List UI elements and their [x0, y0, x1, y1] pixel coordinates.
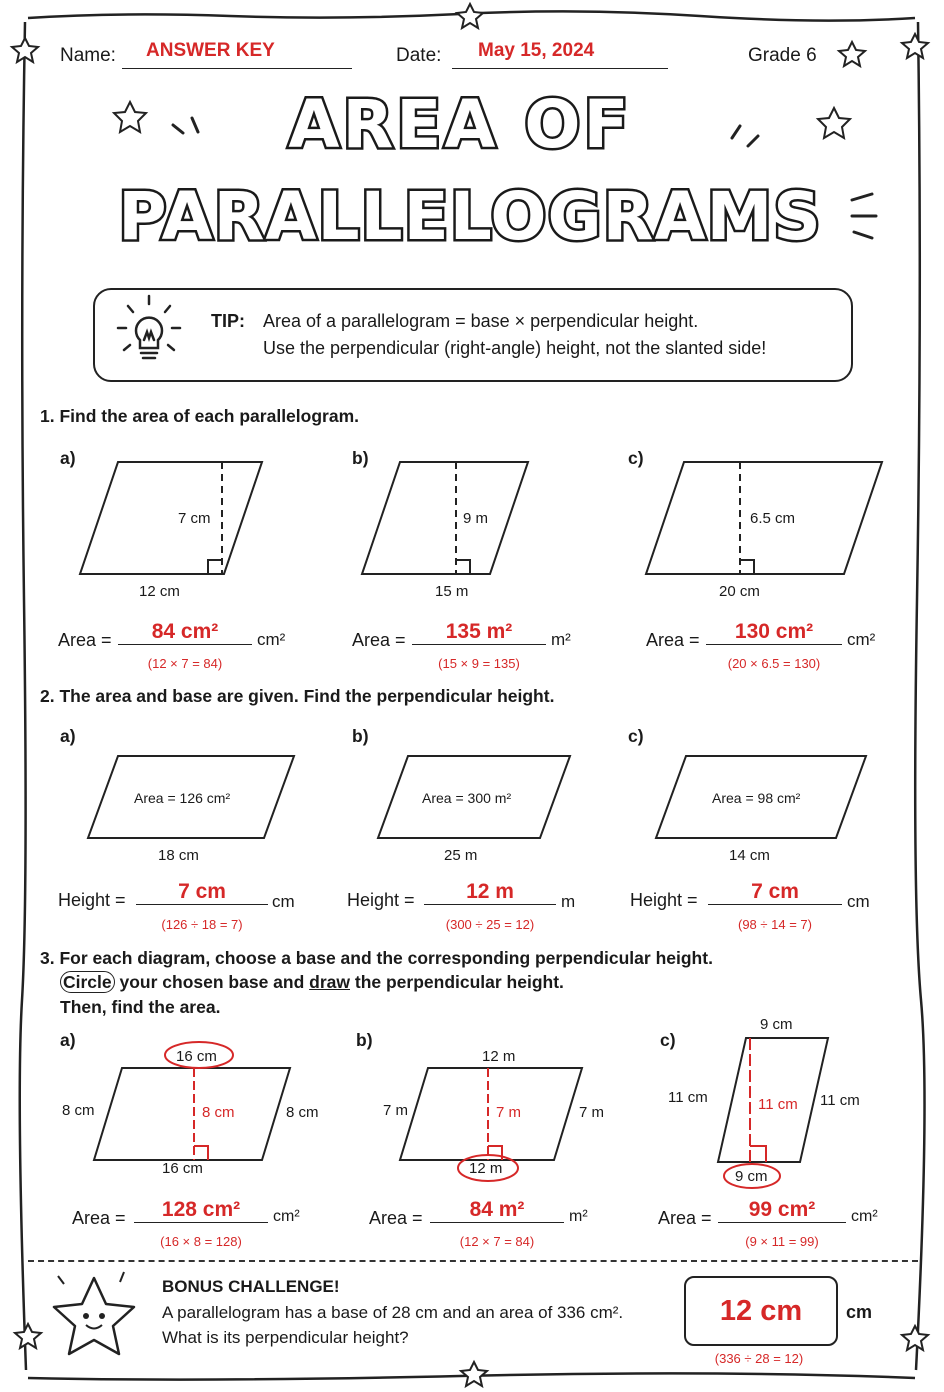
date-value: May 15, 2024 [478, 40, 595, 61]
q3a-area-label: Area = [72, 1208, 126, 1228]
q3c-answer[interactable]: 99 cm² [718, 1198, 846, 1223]
q1c-unit: cm² [847, 630, 876, 649]
draw-word: draw [309, 972, 350, 992]
q1b-answer[interactable]: 135 m² [412, 620, 546, 645]
name-field[interactable] [122, 40, 352, 69]
q3c-unit: cm² [851, 1208, 878, 1225]
q1a-answer[interactable]: 84 cm² [118, 620, 252, 645]
q1b-letter: b) [352, 448, 369, 468]
q3b-right: 7 m [579, 1104, 605, 1121]
q3c-area-label: Area = [658, 1208, 712, 1228]
name-value: ANSWER KEY [146, 40, 275, 61]
q3c-top: 9 cm [760, 1016, 793, 1033]
q1a-height: 7 cm [178, 510, 211, 527]
q2a-answer[interactable]: 7 cm [136, 880, 268, 905]
star-icon [818, 108, 850, 138]
q1b-area-label: Area = [352, 630, 406, 650]
q3a-answer[interactable]: 128 cm² [134, 1198, 268, 1223]
tip-label: TIP: [211, 311, 245, 331]
q1a-work: (12 × 7 = 84) [147, 656, 223, 671]
star-icon [461, 1362, 487, 1386]
q2b-answer[interactable]: 12 m [424, 880, 556, 905]
q3b-letter: b) [356, 1030, 373, 1050]
name-label: Name: [60, 45, 116, 66]
q3a-bottom: 16 cm [162, 1160, 203, 1177]
q3c-bottom: 9 cm [735, 1168, 768, 1185]
q3b-area-label: Area = [369, 1208, 423, 1228]
q1a-base: 12 cm [139, 583, 180, 600]
q2b-base: 25 m [444, 847, 478, 864]
q1b-base: 15 m [435, 583, 469, 600]
title-line-2: PARALLELOGRAMS [118, 178, 822, 255]
q2a-letter: a) [60, 726, 76, 746]
q2a-base: 18 cm [158, 847, 199, 864]
q2c-letter: c) [628, 726, 644, 746]
q3b-unit: m² [569, 1208, 588, 1225]
q3b-height: 7 m [496, 1104, 522, 1121]
tip-box [93, 288, 853, 382]
q3a-work: (16 × 8 = 128) [160, 1234, 242, 1249]
q1b-height: 9 m [463, 510, 489, 527]
q1c-answer[interactable]: 130 cm² [706, 620, 842, 645]
star-icon [902, 1326, 928, 1350]
q3c-work: (9 × 11 = 99) [745, 1234, 819, 1249]
q3-heading-line-2 [60, 972, 564, 993]
star-icon [839, 42, 865, 66]
q3-line2-mid: your chosen base and [114, 972, 310, 992]
date-label: Date: [396, 45, 442, 66]
q2c-height-label: Height = [630, 890, 698, 910]
q1a-area-label: Area = [58, 630, 112, 650]
title-line-1: AREA OF [288, 86, 632, 163]
star-icon [114, 102, 146, 132]
date-field[interactable] [452, 40, 668, 69]
star-icon [457, 4, 483, 28]
q2b-unit: m [561, 892, 576, 911]
q2-heading: 2. The area and base are given. Find the perpendicular height. [40, 686, 555, 706]
q2c-unit: cm [847, 892, 870, 911]
q2b-height-label: Height = [347, 890, 415, 910]
q3c-left: 11 cm [668, 1089, 708, 1106]
q3-heading-line-1: 3. For each diagram, choose a base and the corresponding perpendicular height. [40, 948, 713, 968]
q3b-top: 12 m [482, 1048, 516, 1065]
q3a-letter: a) [60, 1030, 76, 1050]
q2c-base: 14 cm [729, 847, 770, 864]
star-icon [902, 34, 928, 58]
circle-word: Circle [60, 971, 115, 993]
tip-line-2: Use the perpendicular (right-angle) height, not the slanted side! [263, 338, 767, 358]
q3a-top: 16 cm [176, 1048, 217, 1065]
q2b-work: (300 ÷ 25 = 12) [445, 917, 535, 932]
q2b-letter: b) [352, 726, 369, 746]
bonus-work: (336 ÷ 28 = 12) [714, 1351, 804, 1366]
grade-label: Grade 6 [748, 45, 817, 66]
q1a-parallelogram [80, 462, 262, 574]
smiling-star-icon [38, 1268, 148, 1368]
q3-line2-end: the perpendicular height. [350, 972, 564, 992]
q1b-work: (15 × 9 = 135) [438, 656, 520, 671]
q3b-work: (12 × 7 = 84) [459, 1234, 535, 1249]
q2c-work: (98 ÷ 14 = 7) [738, 917, 812, 932]
tip-line-1: Area of a parallelogram = base × perpendicular height. [263, 311, 699, 331]
q1a-letter: a) [60, 448, 76, 468]
bonus-answer-box[interactable] [684, 1276, 838, 1346]
q3a-parallelogram [94, 1068, 290, 1160]
q3-heading-line-3: Then, find the area. [60, 997, 221, 1017]
q3b-bottom: 12 m [469, 1160, 503, 1177]
q1b-parallelogram [362, 462, 528, 574]
q2a-height-label: Height = [58, 890, 126, 910]
q1-heading: 1. Find the area of each parallelogram. [40, 406, 359, 426]
q1c-work: (20 × 6.5 = 130) [727, 656, 821, 671]
bonus-heading: BONUS CHALLENGE! [162, 1277, 340, 1296]
q3b-answer[interactable]: 84 m² [430, 1198, 564, 1223]
bonus-answer: 12 cm [719, 1295, 803, 1327]
q2a-area: Area = 126 cm² [134, 790, 231, 806]
bonus-divider [28, 1260, 918, 1262]
q3c-height: 11 cm [758, 1096, 798, 1113]
q1a-unit: cm² [257, 630, 286, 649]
q1c-area-label: Area = [646, 630, 700, 650]
q3c-letter: c) [660, 1030, 676, 1050]
q3a-right: 8 cm [286, 1104, 319, 1121]
q2a-unit: cm [272, 892, 295, 911]
q2a-work: (126 ÷ 18 = 7) [161, 917, 243, 932]
bonus-unit: cm [846, 1302, 873, 1322]
q1b-unit: m² [551, 630, 571, 649]
q2c-area: Area = 98 cm² [712, 790, 801, 806]
q3a-left: 8 cm [62, 1102, 95, 1119]
q3a-unit: cm² [273, 1208, 300, 1225]
q1c-base: 20 cm [719, 583, 760, 600]
q3c-right: 11 cm [820, 1092, 860, 1109]
lightbulb-icon [110, 292, 190, 372]
bonus-line-2: What is its perpendicular height? [162, 1328, 409, 1347]
q3a-height: 8 cm [202, 1104, 235, 1121]
q1c-letter: c) [628, 448, 644, 468]
bonus-line-1: A parallelogram has a base of 28 cm and an area of 336 cm². [162, 1303, 624, 1322]
q1c-height: 6.5 cm [750, 510, 796, 527]
q3b-left: 7 m [383, 1102, 409, 1119]
q2b-area: Area = 300 m² [422, 790, 512, 806]
q2c-answer[interactable]: 7 cm [708, 880, 842, 905]
